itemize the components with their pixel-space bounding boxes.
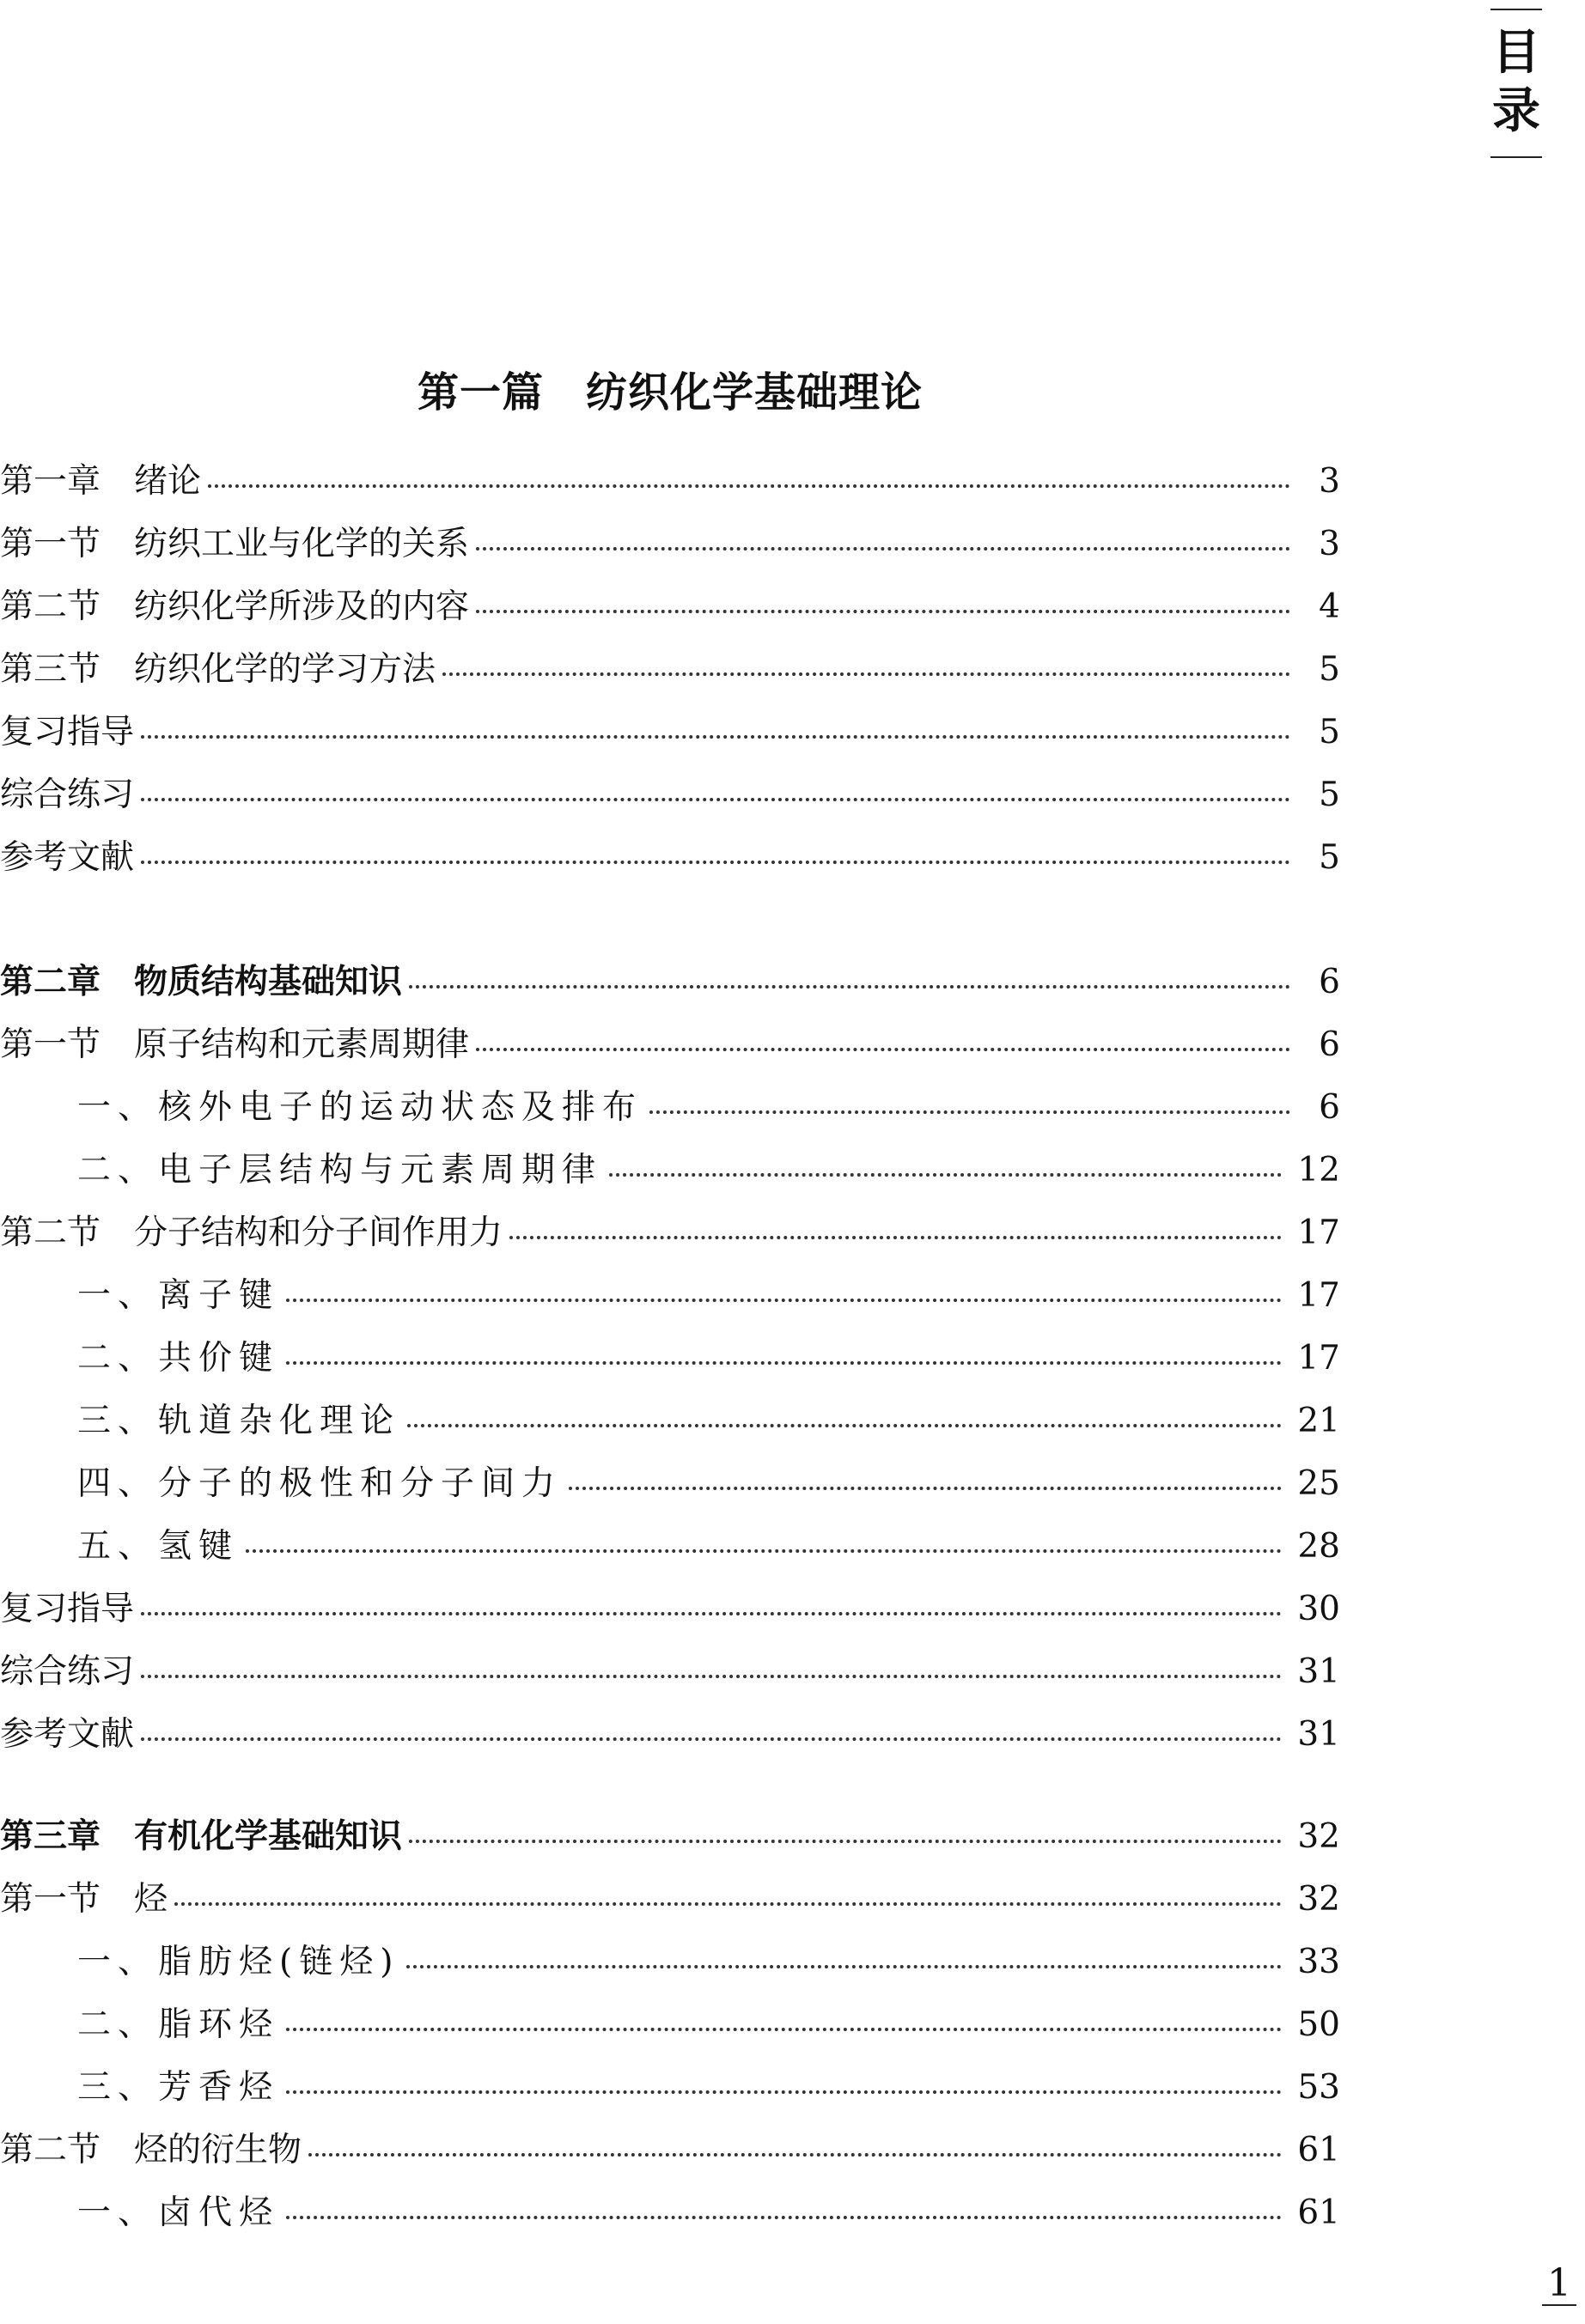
toc-entry[interactable] [0,1873,1340,1925]
page-number: 1 [1542,2263,1576,2306]
toc-entry[interactable] [0,1936,1340,1987]
dot-leader [246,1549,1282,1553]
toc-entry-page: 61 [1297,2193,1340,2232]
toc-entry-page: 50 [1297,2005,1340,2044]
dot-leader [141,798,1290,801]
toc-entry-label: 第一节 纺织工业与化学的关系 [0,524,470,563]
toc-entry-label: 参考文献 [0,837,135,877]
dot-leader [286,2216,1282,2219]
dot-leader [208,484,1290,488]
dot-leader [476,610,1290,613]
toc-entry[interactable] [0,455,1340,507]
toc-entry-page: 32 [1297,1816,1340,1856]
toc-entry[interactable] [0,831,1340,883]
dot-leader [409,985,1290,989]
toc-entry[interactable] [0,1810,1340,1862]
toc-entry[interactable] [0,1583,1340,1634]
toc-entry[interactable] [0,956,1340,1007]
dot-leader [609,1173,1282,1177]
toc-entry-label: 第二节 烃的衍生物 [0,2130,302,2169]
toc-entry[interactable] [0,2187,1340,2238]
toc-entry-page: 61 [1297,2130,1340,2169]
toc-entry-page: 4 [1319,587,1340,626]
toc-entry-label: 二、脂环烃 [77,2005,280,2044]
toc-entry-label: 第一节 烃 [0,1879,168,1919]
toc-entry-label: 第三节 纺织化学的学习方法 [0,649,436,689]
toc-entry-page: 6 [1319,1025,1340,1064]
dot-leader [141,735,1290,739]
toc-entry-label: 一、脂肪烃(链烃) [77,1942,400,1981]
toc-entry-label: 综合练习 [0,775,135,814]
toc-entry[interactable] [0,1999,1340,2050]
dot-leader [409,1840,1282,1843]
toc-entry-label: 三、轨道杂化理论 [77,1401,401,1440]
toc-entry-page: 3 [1319,461,1340,501]
dot-leader [476,547,1290,551]
dot-leader [442,672,1290,676]
dot-leader [476,1048,1290,1051]
toc-entry-page: 31 [1297,1714,1340,1754]
dot-leader [406,1965,1282,1968]
toc-entry[interactable] [0,643,1340,695]
dot-leader [569,1487,1282,1490]
dot-leader [649,1110,1290,1114]
toc-entry-page: 5 [1319,837,1340,877]
toc-entry-label: 参考文献 [0,1714,135,1754]
toc-entry-page: 21 [1297,1401,1340,1440]
side-tab-char: 目 [1492,25,1540,81]
toc-entry-label: 第二节 分子结构和分子间作用力 [0,1213,503,1252]
dot-leader [286,2028,1282,2031]
dot-leader [308,2153,1282,2157]
toc-entry-page: 53 [1297,2067,1340,2107]
toc-entry-label: 复习指导 [0,712,135,751]
toc-entry[interactable] [0,1395,1340,1446]
toc-entry[interactable] [0,2061,1340,2113]
toc-entry[interactable] [0,1520,1340,1572]
toc-entry-page: 12 [1297,1150,1340,1189]
toc-entry-label: 二、电子层结构与元素周期律 [77,1150,603,1189]
toc-entry-page: 5 [1319,649,1340,689]
toc-entry-label: 一、卤代烃 [77,2193,280,2232]
toc-entry[interactable] [0,706,1340,757]
dot-leader [407,1424,1282,1427]
toc-entry-page: 3 [1319,524,1340,563]
toc-entry-label: 三、芳香烃 [77,2067,280,2107]
dot-leader [286,2090,1282,2094]
toc-entry[interactable] [0,581,1340,632]
toc-entry[interactable] [0,518,1340,569]
toc-entry-label: 四、分子的极性和分子间力 [77,1463,563,1503]
toc-entry-page: 32 [1297,1879,1340,1919]
toc-entry[interactable] [0,1207,1340,1258]
dot-leader [174,1902,1282,1906]
toc-entry-page: 5 [1319,712,1340,751]
toc-entry[interactable] [0,2124,1340,2175]
toc-entry-page: 5 [1319,775,1340,814]
dot-leader [509,1236,1282,1239]
toc-entry[interactable] [0,1646,1340,1697]
side-tab-char: 录 [1492,83,1540,139]
toc-entry-label: 二、共价键 [77,1338,280,1378]
toc-entry[interactable] [0,1457,1340,1509]
side-tab-toc [1491,9,1542,158]
toc-entry-label: 一、核外电子的运动状态及排布 [77,1087,643,1127]
dot-leader [141,1675,1282,1678]
dot-leader [141,1612,1282,1615]
toc-entry-label: 五、氢键 [77,1526,240,1566]
dot-leader [286,1361,1282,1365]
toc-entry-label: 综合练习 [0,1652,135,1691]
toc-entry-label: 第二章 物质结构基础知识 [0,961,403,1001]
toc-entry[interactable] [0,1019,1340,1070]
toc-entry[interactable] [0,1269,1340,1321]
toc-entry[interactable] [0,1144,1340,1195]
toc-entry-page: 28 [1297,1526,1340,1566]
toc-entry-page: 30 [1297,1589,1340,1628]
toc-entry[interactable] [0,1081,1340,1133]
toc-entry-page: 33 [1297,1942,1340,1981]
part-title: 第一篇 纺织化学基础理论 [417,368,923,417]
toc-entry-page: 6 [1319,1087,1340,1127]
toc-entry-label: 复习指导 [0,1589,135,1628]
toc-entry-label: 第二节 纺织化学所涉及的内容 [0,587,470,626]
toc-entry-label: 第三章 有机化学基础知识 [0,1816,403,1856]
toc-entry-page: 17 [1297,1275,1340,1315]
toc-entry-page: 17 [1297,1338,1340,1378]
toc-entry-page: 17 [1297,1213,1340,1252]
toc-entry-page: 6 [1319,962,1340,1001]
toc-entry[interactable] [0,1332,1340,1384]
toc-entry[interactable] [0,1708,1340,1760]
dot-leader [286,1299,1282,1302]
dot-leader [141,1737,1282,1741]
toc-entry-label: 一、离子键 [77,1275,280,1315]
toc-entry-label: 第一章 绪论 [0,461,202,501]
toc-entry[interactable] [0,769,1340,820]
toc-entry-label: 第一节 原子结构和元素周期律 [0,1025,470,1064]
toc-entry-page: 25 [1297,1463,1340,1503]
toc-entry-page: 31 [1297,1652,1340,1691]
dot-leader [141,861,1290,864]
